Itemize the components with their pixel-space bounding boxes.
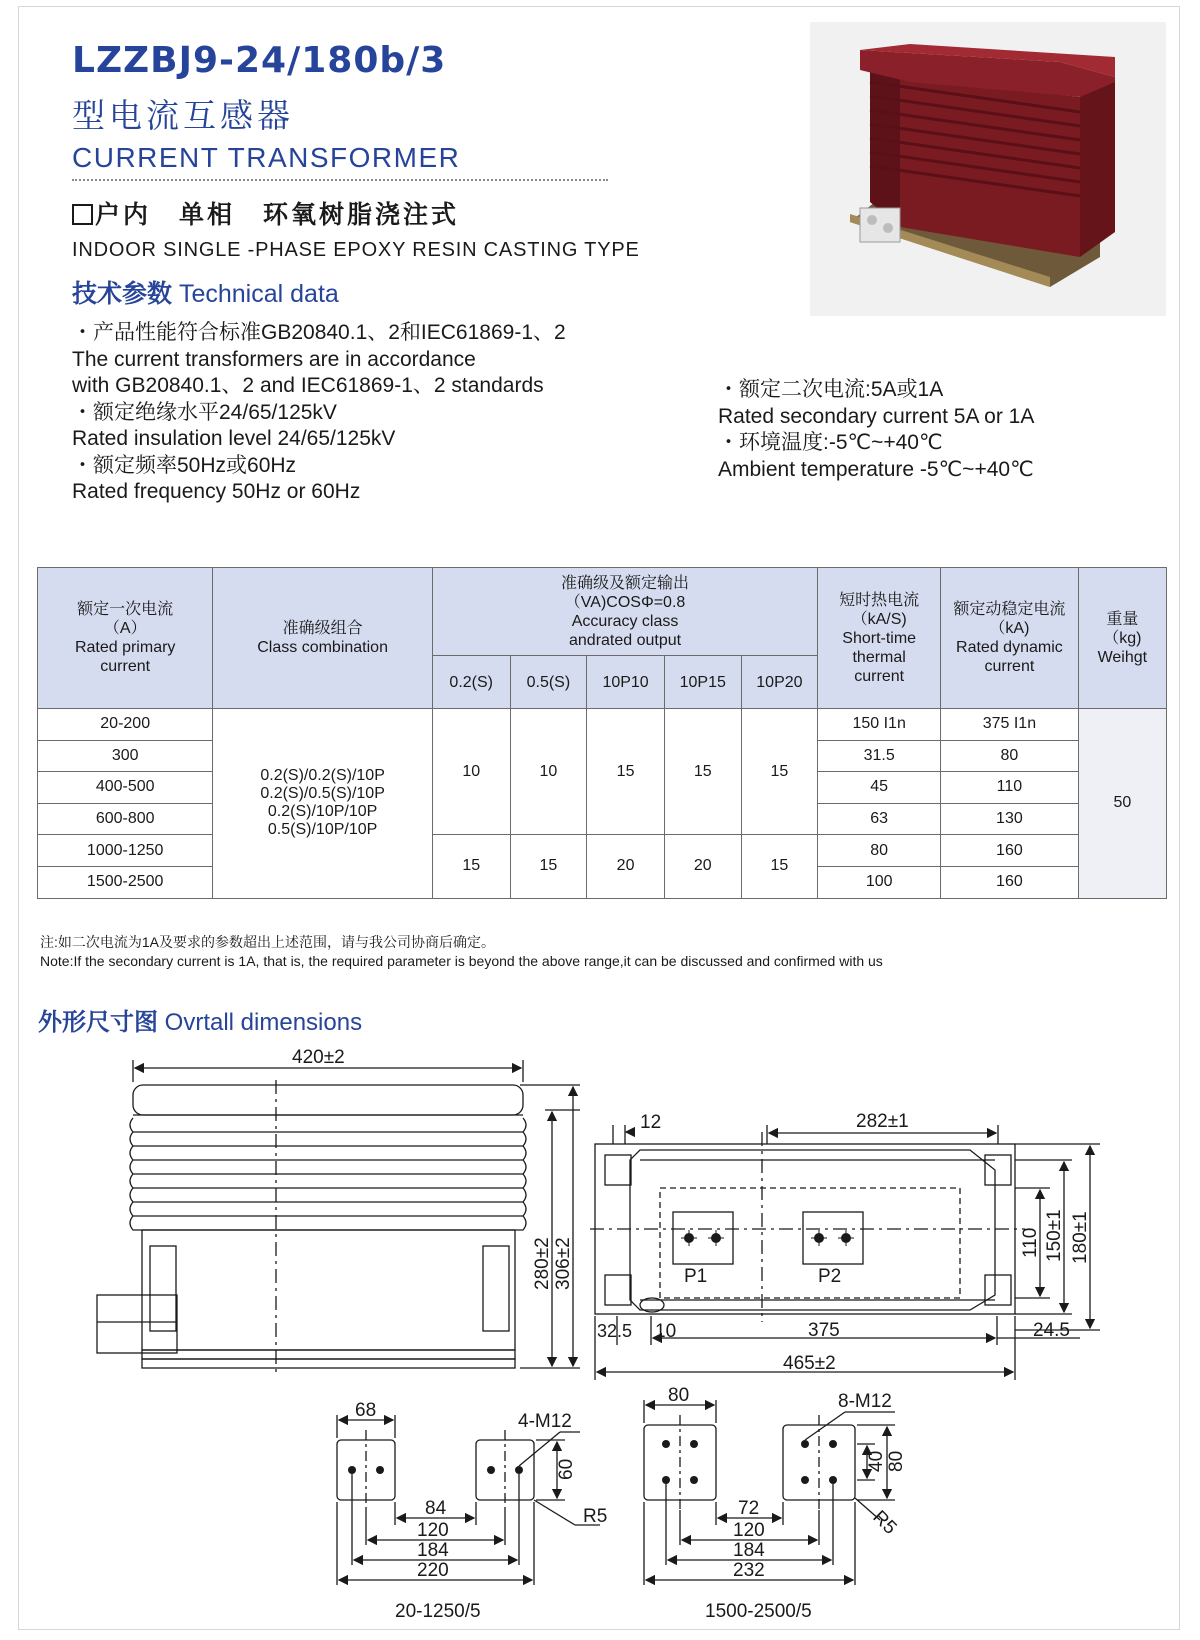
dims-heading-en: Ovrtall dimensions (164, 1009, 363, 1036)
dim-label: 120 (417, 1520, 449, 1541)
cell-dynamic: 160 (941, 866, 1079, 898)
cell-dynamic: 375 I1n (941, 709, 1079, 741)
cell-primary: 300 (38, 740, 213, 772)
spec-line: Rated frequency 50Hz or 60Hz (72, 480, 361, 503)
col-header-primary: 额定一次电流 （A） Rated primary current (38, 568, 213, 709)
model-title: LZZBJ9-24/180b/3 (72, 40, 447, 81)
spec-line: Rated secondary current 5A or 1A (718, 404, 1035, 428)
spec-line: ・额定绝缘水平24/65/125kV (72, 400, 337, 424)
cell-output: 20 (664, 835, 741, 898)
col-header-class: 准确级组合 Class combination (213, 568, 432, 709)
dim-label: 465±2 (783, 1353, 836, 1374)
cell-dynamic: 160 (941, 835, 1079, 867)
dim-label: 60 (556, 1458, 577, 1480)
cell-output: 15 (664, 709, 741, 835)
dim-label: 80 (886, 1450, 907, 1472)
drawing-caption: 20-1250/5 (395, 1601, 481, 1622)
spec-line: with GB20840.1、2 and IEC61869-1、2 standards (72, 374, 544, 397)
kind-en: INDOOR SINGLE -PHASE EPOXY RESIN CASTING TYPE (72, 239, 640, 261)
dim-label: 72 (738, 1498, 760, 1519)
cell-thermal: 31.5 (818, 740, 941, 772)
spec-line: ・额定频率50Hz或60Hz (72, 453, 297, 477)
product-type-zh: 型电流互感器 (72, 96, 294, 135)
terminal-label-p2: P2 (818, 1266, 842, 1287)
dim-label: 180±1 (1070, 1211, 1091, 1264)
cell-thermal: 45 (818, 772, 941, 804)
cell-output: 10 (510, 709, 587, 835)
dim-label: 40 (866, 1450, 887, 1472)
cell-dynamic: 80 (941, 740, 1079, 772)
terminal-label-p1: P1 (684, 1266, 708, 1287)
cell-output: 20 (587, 835, 665, 898)
cell-weight: 50 (1078, 709, 1166, 899)
spec-line: Ambient temperature -5℃~+40℃ (718, 457, 1034, 481)
cell-class-combination: 0.2(S)/0.2(S)/10P 0.2(S)/0.5(S)/10P 0.2(S)/10P/10P 0.5(S)/10P/10P (213, 709, 432, 899)
terminal-view-1500-2500 (644, 1415, 855, 1510)
dim-label: 282±1 (856, 1111, 909, 1132)
cell-primary: 20-200 (38, 709, 213, 741)
dims-heading-zh: 外形尺寸图 (38, 1008, 158, 1036)
product-type-en: CURRENT TRANSFORMER (72, 142, 461, 173)
spec-line: ・环境温度:-5℃~+40℃ (718, 431, 943, 454)
cell-thermal: 100 (818, 866, 941, 898)
spec-line: Rated insulation level 24/65/125kV (72, 427, 396, 450)
front-ribs (130, 1118, 526, 1230)
cell-output: 15 (510, 835, 587, 898)
cell-output: 10 (432, 709, 510, 835)
cell-dynamic: 110 (941, 772, 1079, 804)
dim-label: 120 (733, 1520, 765, 1541)
sub-col-header: 0.2(S) (432, 656, 510, 709)
sub-col-header: 10P10 (587, 656, 665, 709)
tech-heading-zh: 技术参数 (72, 279, 173, 308)
col-header-output: 准确级及额定输出 （VA)COSΦ=0.8 Accuracy class andrated output (432, 568, 817, 656)
dim-label: 306±2 (553, 1237, 574, 1290)
cell-primary: 1000-1250 (38, 835, 213, 867)
dim-label: 84 (425, 1498, 447, 1519)
cell-primary: 400-500 (38, 772, 213, 804)
cell-dynamic: 130 (941, 803, 1079, 835)
cell-output: 15 (432, 835, 510, 898)
dim-label: 220 (417, 1560, 449, 1581)
cell-primary: 600-800 (38, 803, 213, 835)
note-en: Note:If the secondary current is 1A, that is, the required parameter is beyond the above range,it can be discussed and confirmed with us (40, 953, 883, 969)
cell-thermal: 150 I1n (818, 709, 941, 741)
dim-label: R5 (868, 1506, 901, 1539)
dim-label: 232 (733, 1560, 765, 1581)
dim-label: R5 (583, 1506, 608, 1527)
dim-label: 110 (1020, 1227, 1041, 1258)
col-header-dynamic: 额定动稳定电流 （kA) Rated dynamic current (941, 568, 1079, 709)
drawing-caption: 1500-2500/5 (705, 1601, 812, 1622)
dim-label: 12 (640, 1112, 662, 1133)
note-zh: 注:如二次电流为1A及要求的参数超出上述范围，请与我公司协商后确定。 (40, 934, 496, 950)
spec-line: The current transformers are in accordance (72, 347, 476, 371)
cell-thermal: 80 (818, 835, 941, 867)
cell-output: 15 (587, 709, 665, 835)
dim-label: 32.5 (597, 1321, 633, 1341)
sub-col-header: 10P20 (741, 656, 818, 709)
dim-label: 184 (417, 1540, 449, 1561)
front-view (97, 1080, 526, 1372)
spec-line: ・产品性能符合标准GB20840.1、2和IEC61869-1、2 (72, 321, 566, 344)
dim-label: 420±2 (292, 1047, 345, 1068)
cell-primary: 1500-2500 (38, 866, 213, 898)
dim-label: 8-M12 (838, 1391, 892, 1412)
top-view (590, 1132, 1025, 1322)
dim-label: 184 (733, 1540, 765, 1561)
dim-label: 24.5 (1033, 1320, 1070, 1341)
cell-output: 15 (741, 835, 818, 898)
tech-heading-en: Technical data (178, 280, 339, 308)
dim-label: 80 (668, 1385, 690, 1406)
kind-zh: 户内 单相 环氧树脂浇注式 (95, 200, 460, 229)
dim-label: 10 (655, 1321, 677, 1342)
dim-label: 4-M12 (518, 1411, 572, 1432)
col-header-weight: 重量 （kg) Weihgt (1078, 568, 1166, 709)
cell-thermal: 63 (818, 803, 941, 835)
dim-label: 68 (355, 1400, 377, 1421)
dim-label: 375 (808, 1320, 840, 1341)
cell-output: 15 (741, 709, 818, 835)
col-header-thermal: 短时热电流 （kA/S) Short-time thermal current (818, 568, 941, 709)
dim-label: 280±2 (532, 1237, 553, 1290)
spec-line: ・额定二次电流:5A或1A (718, 378, 944, 401)
dim-label: 150±1 (1044, 1209, 1065, 1262)
sub-col-header: 10P15 (664, 656, 741, 709)
sub-col-header: 0.5(S) (510, 656, 587, 709)
